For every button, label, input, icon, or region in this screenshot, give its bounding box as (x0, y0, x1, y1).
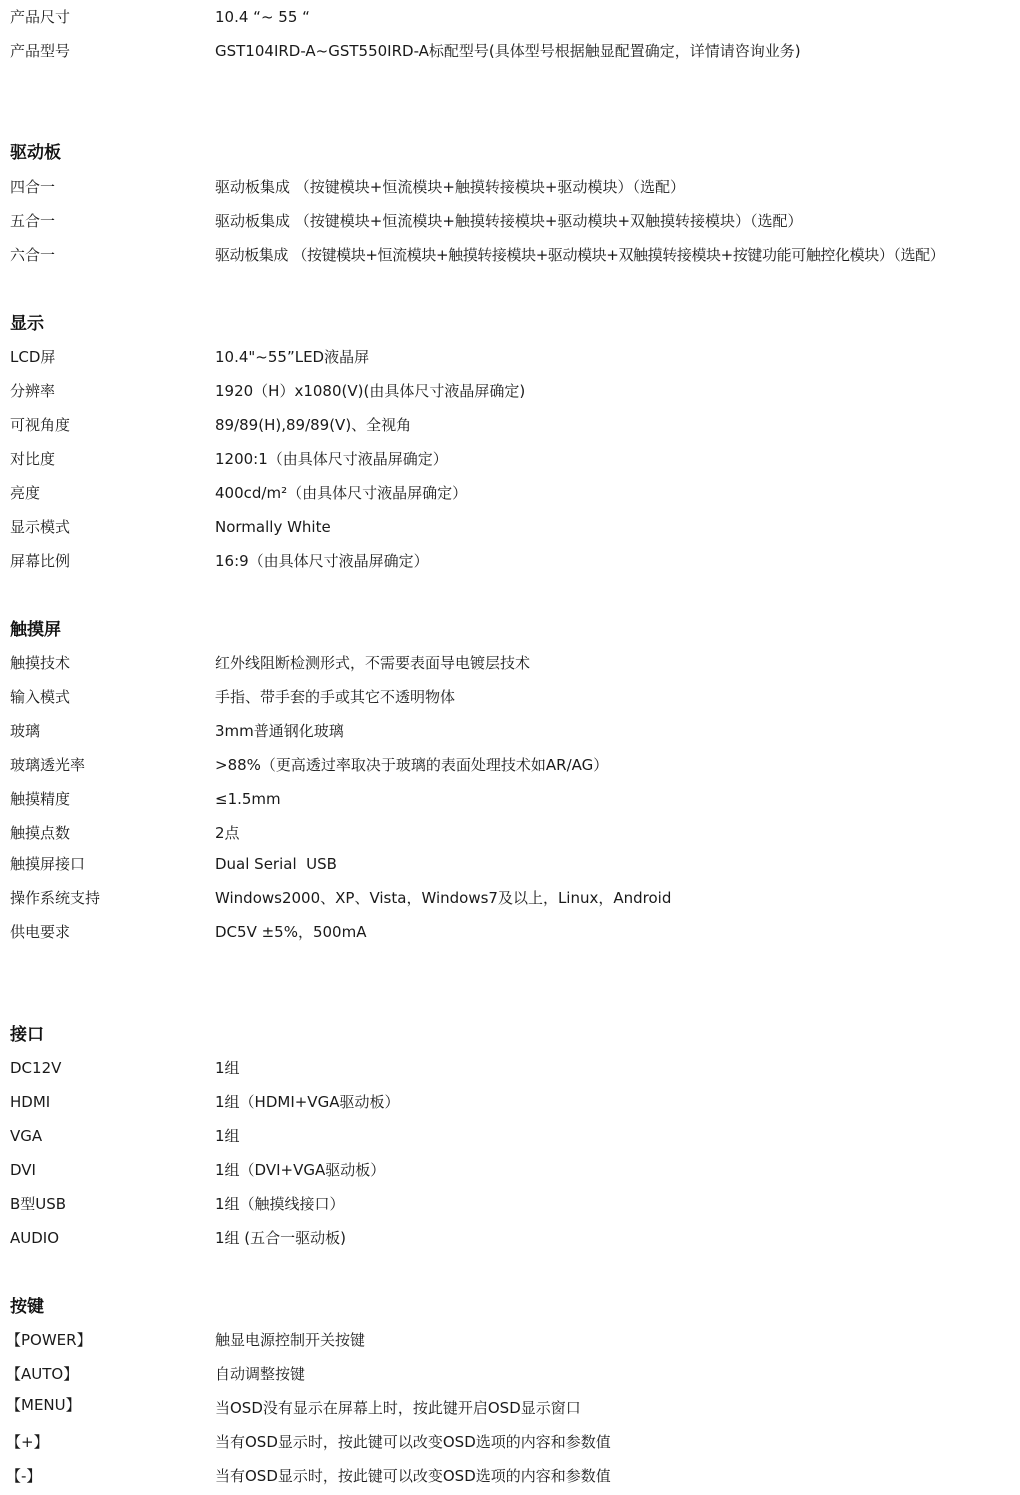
spec-row (0, 480, 1020, 506)
spec-row (0, 1123, 1020, 1149)
spec-label: 屏幕比例 (10, 552, 71, 570)
spec-value: 1200:1（由具体尺寸液晶屏确定） (215, 450, 448, 468)
spec-row (0, 1392, 1020, 1418)
spec-label: 触摸屏接口 (10, 855, 86, 873)
spec-label: AUDIO (10, 1229, 60, 1247)
spec-label: 输入模式 (10, 688, 71, 706)
spec-label: 显示模式 (10, 518, 71, 536)
section-heading-interfaces: 接口 (10, 1025, 44, 1045)
spec-label: DC12V (10, 1059, 62, 1077)
spec-row (0, 208, 1020, 234)
spec-value: 1920（H）x1080(V)(由具体尺寸液晶屏确定) (215, 382, 526, 400)
spec-value: GST104IRD-A~GST550IRD-A标配型号(具体型号根据触显配置确定，详情请咨询业务) (215, 42, 801, 60)
spec-value: 2点 (215, 824, 240, 842)
spec-row (0, 1089, 1020, 1115)
spec-label: 四合一 (10, 178, 56, 196)
spec-value: 10.4"~55”LED液晶屏 (215, 348, 370, 366)
spec-row (0, 1157, 1020, 1183)
spec-label: 五合一 (10, 212, 56, 230)
spec-value: 触显电源控制开关按键 (215, 1331, 366, 1349)
spec-value: Normally White (215, 518, 331, 536)
spec-row (0, 1463, 1020, 1489)
spec-row (0, 548, 1020, 574)
section-heading-display: 显示 (10, 314, 44, 334)
spec-value: 3mm普通钢化玻璃 (215, 722, 344, 740)
spec-value: 1组 (五合一驱动板) (215, 1229, 347, 1247)
spec-row (0, 1327, 1020, 1353)
spec-value: >88%（更高透过率取决于玻璃的表面处理技术如AR/AG） (215, 756, 609, 774)
spec-row (0, 1429, 1020, 1455)
spec-label: 产品尺寸 (10, 8, 71, 26)
spec-value: 当有OSD显示时，按此键可以改变OSD选项的内容和参数值 (215, 1467, 611, 1485)
spec-row (0, 378, 1020, 404)
spec-row (0, 919, 1020, 945)
spec-row (0, 242, 1020, 268)
spec-value: 1组 (215, 1059, 240, 1077)
spec-row (0, 650, 1020, 676)
spec-label: 触摸技术 (10, 654, 71, 672)
spec-row (0, 446, 1020, 472)
spec-label: DVI (10, 1161, 36, 1179)
spec-value: 当OSD没有显示在屏幕上时，按此键开启OSD显示窗口 (215, 1399, 581, 1417)
spec-value: 自动调整按键 (215, 1365, 306, 1383)
spec-label: LCD屏 (10, 348, 56, 366)
spec-label: 触摸精度 (10, 790, 71, 808)
spec-label: 对比度 (10, 450, 56, 468)
section-heading-touchscreen: 触摸屏 (10, 620, 61, 640)
spec-label: 玻璃 (10, 722, 41, 740)
spec-label: 亮度 (10, 484, 41, 502)
spec-value: ≤1.5mm (215, 790, 281, 808)
spec-row (0, 412, 1020, 438)
spec-label: 操作系统支持 (10, 889, 101, 907)
spec-row (0, 786, 1020, 812)
spec-value: 10.4 “~ 55 “ (215, 8, 310, 26)
spec-value: 当有OSD显示时，按此键可以改变OSD选项的内容和参数值 (215, 1433, 611, 1451)
spec-value: DC5V ±5%，500mA (215, 923, 367, 941)
spec-row (0, 1361, 1020, 1387)
spec-value: 1组（触摸线接口） (215, 1195, 345, 1213)
spec-label: 供电要求 (10, 923, 71, 941)
spec-value: 手指、带手套的手或其它不透明物体 (215, 688, 456, 706)
spec-value: Dual Serial USB (215, 855, 337, 873)
spec-value: 1组（DVI+VGA驱动板） (215, 1161, 386, 1179)
spec-row (0, 1191, 1020, 1217)
spec-row (0, 1055, 1020, 1081)
spec-row-size (0, 4, 1020, 30)
spec-row (0, 752, 1020, 778)
spec-row (0, 1225, 1020, 1251)
spec-row (0, 514, 1020, 540)
spec-value: 89/89(H),89/89(V)、全视角 (215, 416, 412, 434)
spec-row (0, 820, 1020, 846)
spec-label: 可视角度 (10, 416, 71, 434)
spec-row (0, 174, 1020, 200)
spec-label: 产品型号 (10, 42, 71, 60)
spec-row (0, 344, 1020, 370)
spec-label: 【AUTO】 (6, 1365, 79, 1383)
spec-label: 玻璃透光率 (10, 756, 86, 774)
spec-label: 【-】 (6, 1467, 42, 1485)
spec-label: 【+】 (6, 1433, 49, 1451)
spec-label: HDMI (10, 1093, 51, 1111)
spec-value: 400cd/m²（由具体尺寸液晶屏确定） (215, 484, 468, 502)
spec-row (0, 718, 1020, 744)
spec-value: Windows2000、XP、Vista，Windows7及以上，Linux，Android (215, 889, 672, 907)
spec-label: 触摸点数 (10, 824, 71, 842)
spec-value: 红外线阻断检测形式，不需要表面导电镀层技术 (215, 654, 531, 672)
spec-label: 【POWER】 (6, 1331, 92, 1349)
spec-value: 16:9（由具体尺寸液晶屏确定） (215, 552, 429, 570)
spec-row (0, 684, 1020, 710)
spec-label: B型USB (10, 1195, 67, 1213)
spec-value: 驱动板集成 （按键模块+恒流模块+触摸转接模块+驱动模块）（选配） (215, 178, 685, 196)
spec-label: VGA (10, 1127, 43, 1145)
section-heading-driver-board: 驱动板 (10, 143, 61, 163)
spec-value: 驱动板集成 （按键模块+恒流模块+触摸转接模块+驱动模块+双触摸转接模块+按键功能可触控化模块）（选配） (215, 246, 945, 264)
spec-row (0, 851, 1020, 877)
spec-value: 1组（HDMI+VGA驱动板） (215, 1093, 400, 1111)
spec-label: 分辨率 (10, 382, 56, 400)
spec-value: 驱动板集成 （按键模块+恒流模块+触摸转接模块+驱动模块+双触摸转接模块）（选配） (215, 212, 803, 230)
spec-label: 【MENU】 (6, 1396, 81, 1414)
spec-row (0, 885, 1020, 911)
spec-label: 六合一 (10, 246, 56, 264)
section-heading-buttons: 按键 (10, 1297, 44, 1317)
spec-value: 1组 (215, 1127, 240, 1145)
spec-row-model (0, 38, 1020, 64)
